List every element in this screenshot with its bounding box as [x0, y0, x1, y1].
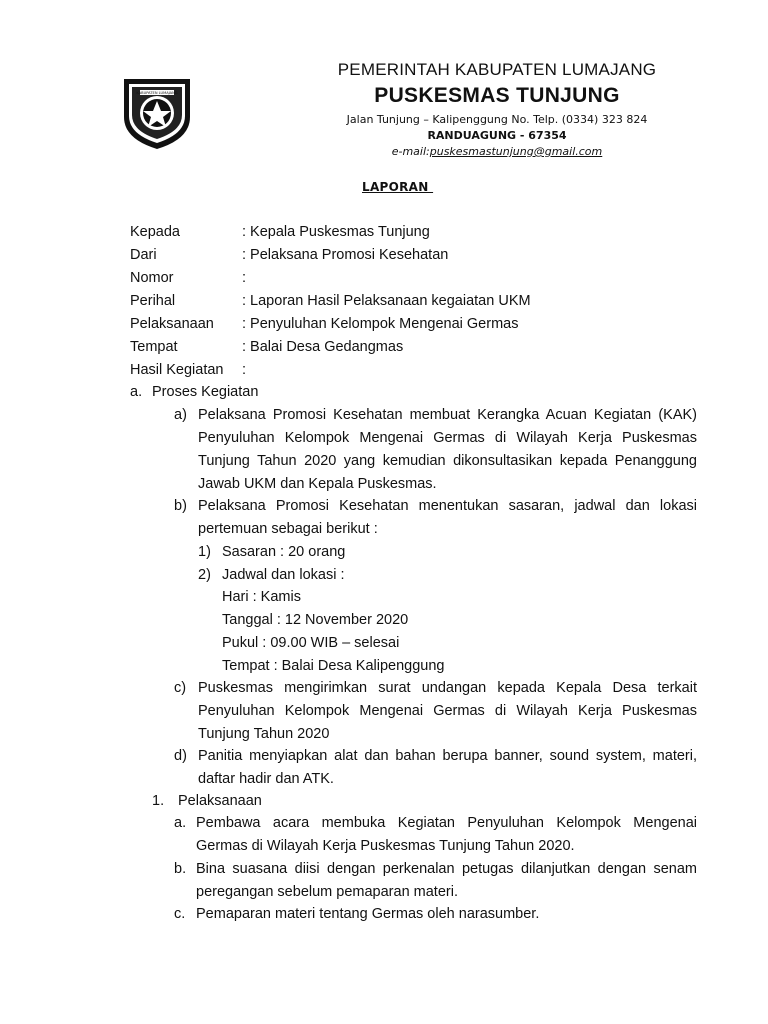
field-label: Hasil Kegiatan — [130, 362, 224, 378]
field-value: : Laporan Hasil Pelaksanaan kegaiatan UKM — [242, 293, 531, 309]
section-a-marker: a. — [130, 384, 143, 400]
letterhead — [300, 58, 694, 160]
item-marker: c) — [174, 680, 187, 696]
pelaksanaan-b-text — [196, 858, 697, 904]
schedule-line: Hari : Kamis — [222, 589, 301, 605]
item-a-text — [198, 404, 697, 496]
text-line: Tunjung Tahun 2020 yang kemudian dikonsultasikan kepada Penanggung — [198, 453, 697, 469]
text-line: peregangan sebelum pemaparan materi. — [196, 884, 458, 900]
sub-text: Sasaran : 20 orang — [222, 544, 346, 560]
text-line: Penyuluhan Kelompok Mengenai Germas di Wilayah Kerja Puskesmas — [198, 430, 697, 446]
item-b-text — [198, 495, 697, 541]
government-name: PEMERINTAH KABUPATEN LUMAJANG — [337, 60, 657, 79]
item-c-text — [198, 677, 697, 746]
field-value: : Penyuluhan Kelompok Mengenai Germas — [242, 316, 519, 332]
field-label: Dari — [130, 247, 157, 263]
field-label: Pelaksanaan — [130, 316, 214, 332]
header-fields — [130, 221, 531, 382]
logo-text: KABUPATEN LUMAJANG — [136, 91, 178, 95]
schedule-list — [222, 586, 444, 678]
text-line: Tunjung Tahun 2020 — [198, 726, 330, 742]
sub-text: Jadwal dan lokasi : — [222, 567, 345, 583]
item-marker: b) — [174, 498, 187, 514]
text-line: Penyuluhan Kelompok Mengenai Germas di Wilayah Kerja Puskesmas — [198, 703, 697, 719]
field-row — [130, 336, 531, 359]
schedule-line: Tempat : Balai Desa Kalipenggung — [222, 658, 445, 674]
address-line: Jalan Tunjung – Kalipenggung No. Telp. (0334) 323 824 — [346, 113, 648, 126]
text-line: daftar hadir dan ATK. — [198, 771, 334, 787]
pelaksanaan-a-text — [196, 812, 697, 858]
field-value: : — [242, 270, 247, 286]
sub-marker: 1) — [198, 544, 211, 560]
item-marker: a) — [174, 407, 187, 423]
field-label: Perihal — [130, 293, 176, 309]
field-value: : Kepala Puskesmas Tunjung — [242, 224, 430, 240]
sub-marker: 2) — [198, 567, 211, 583]
pelaksanaan-c-text — [196, 903, 697, 926]
item-marker: a. — [174, 815, 187, 831]
field-value: : Balai Desa Gedangmas — [242, 339, 404, 355]
text-line: Pemaparan materi tentang Germas oleh narasumber. — [196, 906, 540, 922]
item-marker: c. — [174, 906, 186, 922]
item-marker: d) — [174, 748, 187, 764]
text-line: Pelaksana Promosi Kesehatan menentukan sasaran, jadwal dan lokasi — [198, 498, 697, 514]
organization-name: PUSKESMAS TUNJUNG — [374, 84, 620, 107]
field-value: : — [242, 362, 247, 378]
field-value: : Pelaksana Promosi Kesehatan — [242, 247, 449, 263]
section-1-title: Pelaksanaan — [178, 793, 262, 809]
text-line: Pembawa acara membuka Kegiatan Penyuluhan Kelompok Mengenai — [196, 815, 697, 831]
regency-logo — [120, 73, 194, 151]
item-marker: b. — [174, 861, 187, 877]
text-line: Germas di Wilayah Kerja Puskesmas Tunjung Tahun 2020. — [196, 838, 575, 854]
field-row — [130, 313, 531, 336]
field-row — [130, 359, 531, 382]
schedule-line: Tanggal : 12 November 2020 — [222, 612, 409, 628]
field-label: Tempat — [130, 339, 178, 355]
email-line — [300, 144, 694, 160]
field-row — [130, 244, 531, 267]
schedule-line: Pukul : 09.00 WIB – selesai — [222, 635, 400, 651]
email-prefix: e-mail: — [391, 145, 430, 158]
field-row — [130, 221, 531, 244]
city-line: RANDUAGUNG - 67354 — [427, 129, 567, 142]
field-row — [130, 290, 531, 313]
text-line: Pelaksana Promosi Kesehatan membuat Kerangka Acuan Kegiatan (KAK) — [198, 407, 697, 423]
section-1-marker: 1. — [152, 793, 165, 809]
item-d-text — [198, 745, 697, 791]
field-row — [130, 267, 531, 290]
text-line: Jawab UKM dan Kepala Puskesmas. — [198, 476, 437, 492]
text-line: pertemuan sebagai berikut : — [198, 521, 378, 537]
text-line: Panitia menyiapkan alat dan bahan berupa banner, sound system, materi, — [198, 748, 697, 764]
section-a-title: Proses Kegiatan — [152, 384, 259, 400]
field-label: Kepada — [130, 224, 180, 240]
shield-emblem-icon — [120, 73, 194, 151]
email-link[interactable]: puskesmastunjung@gmail.com — [429, 145, 603, 158]
report-title: LAPORAN — [362, 180, 434, 194]
text-line: Bina suasana diisi dengan perkenalan petugas dilanjutkan dengan senam — [196, 861, 697, 877]
field-label: Nomor — [130, 270, 174, 286]
text-line: Puskesmas mengirimkan surat undangan kepada Kepala Desa terkait — [198, 680, 697, 696]
